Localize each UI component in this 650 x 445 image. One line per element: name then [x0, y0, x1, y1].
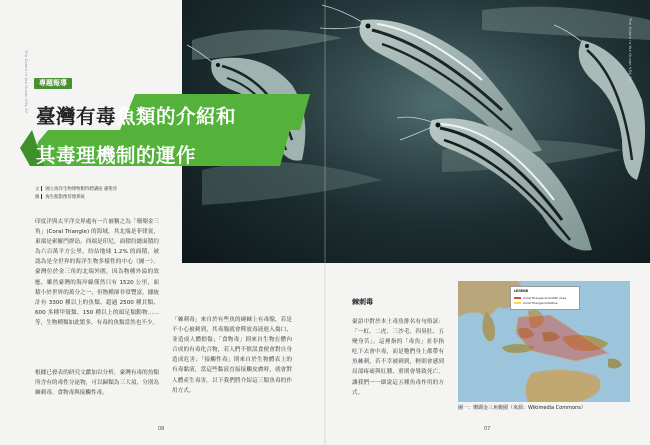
byline-divider — [41, 194, 42, 199]
body-paragraph-1: 印度洋與太平洋交界處有一片被稱之為「珊瑚金三角」(Coral Triangle) 的海域，其北端是菲律賓，東端是索羅門群島，西端是印尼，面積約總面積約為六百萬平方公里，約佔地球 1.2% 的面積，被認為是全世界的海洋生物多樣性的中心（圖一）。臺灣位於金三角的北端外圍，因為物種外溢的效應，雖然臺灣的海岸線僅然只有 1520 公里，面積小於世界的萬分之一，但物種卻非常豐富，據統計有 3300 種以上的魚類、超過 2500 種貝類、600 多種甲殼類、150 種以上的頭足類動物……等，生物種類如此繁多，有毒的魚類當然也不少。 — [35, 219, 159, 326]
legend-swatch-2 — [514, 302, 521, 304]
page-number-right: 07 — [484, 426, 491, 432]
body-paragraph-4: 臺語中對於本土毒魚排名有句俗諺：「一虹、二虎、三沙毛、四臭肚、五變身苦」。這裡指的「毒魚」並非指吃下去會中毒，而是牠們身上都帶有魚棘刺，若不幸被刺到，輕則會感到局部疼痛與紅腫，重則會導致死亡。讓我們一一細說這五種魚毒作用的方式。 — [352, 319, 444, 396]
byline-image-credit: 海生館影像管理系統 — [45, 195, 85, 200]
legend-item-1: Coral Triangle Scientific Area — [523, 296, 567, 300]
body-paragraph-2: 根據已發表的研究文獻加以分析，臺灣有毒的魚類所含有的毒性分泌物，可以歸類為三大項，分別為棘刺毒、食物毒與接觸性毒。 — [35, 370, 159, 397]
title-light-part: 魚類的介紹和 — [116, 105, 237, 128]
page-number-left: 08 — [158, 426, 165, 432]
figure-caption: 圖一：珊瑚金三角範圍（來源：Wikimedia Commons） — [458, 405, 586, 411]
body-paragraph-3: 「棘刺毒」來自於有些魚的硬棘上有毒腺，若是不小心被刺到，其毒腺就會釋放毒液進入傷口，並造成人體損傷；「食物毒」則來自生物在體內合成的有毒化合物，若人們不慎誤食便會對自身造成危害；「接觸性毒」則來自於生物體表上的有毒黏液，當這些黏液直接接觸皮膚時，就會對人體產生毒害。以下我們將介紹這三類魚毒的作用方式。 — [172, 317, 292, 394]
byline-image-row — [35, 194, 117, 202]
running-head-right: The Colors in the Ocean VOL.37 — [628, 18, 632, 82]
article-title-line2: 其毒理機制的運作 — [36, 144, 197, 167]
map-legend — [510, 286, 580, 310]
byline-author: 國立海洋生物博物館特聘講座 蕭聖淳 — [45, 187, 118, 192]
byline-text-prefix: 文 — [35, 187, 40, 192]
byline-image-prefix: 圖 — [35, 195, 40, 200]
page-gutter — [324, 0, 326, 445]
article-title-line1 — [36, 101, 236, 129]
legend-title: LEGEND — [514, 289, 529, 293]
legend-swatch-1 — [514, 297, 521, 299]
legend-item-2: Coral Triangle Initiative — [523, 301, 558, 305]
title-dark-part: 臺灣有毒 — [36, 105, 117, 128]
subheading-spine-venom: 棘刺毒 — [352, 298, 373, 306]
byline-divider — [41, 186, 42, 191]
section-badge: 專題報導 — [34, 78, 72, 89]
byline — [35, 186, 117, 202]
byline-author-row — [35, 186, 117, 194]
running-head-left: The Colors in the Ocean VOL.37 — [24, 50, 28, 114]
